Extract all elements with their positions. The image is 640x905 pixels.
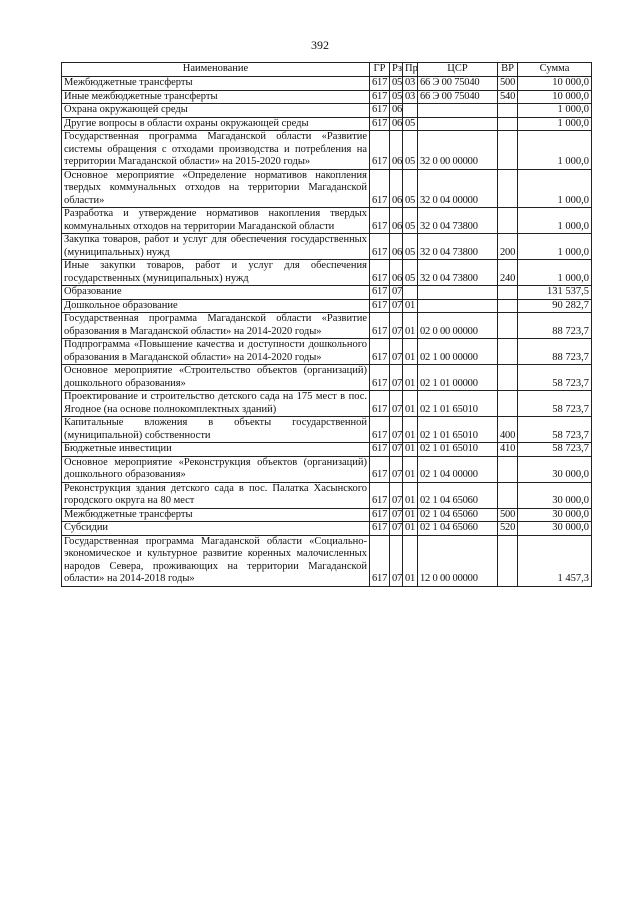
header-rz: Рз: [390, 63, 403, 77]
cell-sum: 58 723,7: [518, 391, 592, 417]
cell-rz: 06: [390, 234, 403, 260]
cell-pr: 05: [403, 131, 418, 170]
cell-name: Образование: [62, 286, 370, 300]
cell-gr: 617: [370, 77, 390, 91]
table-body: [62, 77, 592, 587]
cell-pr: 01: [403, 299, 418, 313]
table-row: [62, 104, 592, 118]
table-header-row: [62, 63, 592, 77]
cell-rz: 07: [390, 391, 403, 417]
cell-pr: 01: [403, 313, 418, 339]
cell-vr: [498, 482, 518, 508]
cell-sum: 131 537,5: [518, 286, 592, 300]
table-row: [62, 208, 592, 234]
cell-pr: 01: [403, 339, 418, 365]
table-row: [62, 482, 592, 508]
cell-rz: 07: [390, 508, 403, 522]
cell-vr: 520: [498, 522, 518, 536]
cell-rz: 07: [390, 286, 403, 300]
cell-rz: 07: [390, 456, 403, 482]
cell-vr: [498, 535, 518, 586]
cell-pr: 05: [403, 117, 418, 131]
table-row: [62, 535, 592, 586]
cell-vr: 500: [498, 508, 518, 522]
cell-sum: 90 282,7: [518, 299, 592, 313]
cell-vr: [498, 131, 518, 170]
cell-gr: 617: [370, 339, 390, 365]
cell-rz: 06: [390, 104, 403, 118]
cell-pr: 01: [403, 522, 418, 536]
cell-sum: 1 000,0: [518, 131, 592, 170]
cell-name: Межбюджетные трансферты: [62, 77, 370, 91]
cell-name: Проектирование и строительство детского сада на 175 мест в пос. Ягодное (на основе полнокомплектных зданий): [62, 391, 370, 417]
cell-sum: 58 723,7: [518, 443, 592, 457]
cell-vr: 500: [498, 77, 518, 91]
cell-csr: 02 1 04 00000: [418, 456, 498, 482]
cell-sum: 88 723,7: [518, 313, 592, 339]
cell-csr: 12 0 00 00000: [418, 535, 498, 586]
cell-name: Разработка и утверждение нормативов накопления твердых коммунальных отходов на территории Магаданской области: [62, 208, 370, 234]
table-row: [62, 417, 592, 443]
cell-rz: 07: [390, 417, 403, 443]
cell-gr: 617: [370, 417, 390, 443]
cell-gr: 617: [370, 234, 390, 260]
cell-csr: 66 Э 00 75040: [418, 77, 498, 91]
cell-pr: 05: [403, 169, 418, 208]
cell-csr: [418, 299, 498, 313]
cell-gr: 617: [370, 313, 390, 339]
cell-csr: [418, 104, 498, 118]
cell-csr: 02 1 01 65010: [418, 417, 498, 443]
cell-gr: 617: [370, 104, 390, 118]
cell-name: Государственная программа Магаданской области «Развитие образования в Магаданской области» на 2014-2020 годы»: [62, 313, 370, 339]
header-gr: ГР: [370, 63, 390, 77]
cell-name: Основное мероприятие «Строительство объектов (организаций) дошкольного образования»: [62, 365, 370, 391]
cell-name: Капитальные вложения в объекты государственной (муниципальной) собственности: [62, 417, 370, 443]
table-row: [62, 169, 592, 208]
cell-vr: 400: [498, 417, 518, 443]
cell-sum: 88 723,7: [518, 339, 592, 365]
cell-vr: [498, 339, 518, 365]
cell-pr: 01: [403, 508, 418, 522]
cell-rz: 05: [390, 77, 403, 91]
cell-rz: 05: [390, 90, 403, 104]
cell-gr: 617: [370, 508, 390, 522]
cell-name: Государственная программа Магаданской области «Социально-экономическое и культурное развитие коренных малочисленных народов Севера, проживающих на территории Магаданской области» на 2014-2018 годы»: [62, 535, 370, 586]
cell-sum: 1 457,3: [518, 535, 592, 586]
table-row: [62, 117, 592, 131]
cell-vr: 410: [498, 443, 518, 457]
cell-pr: 03: [403, 90, 418, 104]
header-sum: Сумма: [518, 63, 592, 77]
cell-csr: 02 1 04 65060: [418, 522, 498, 536]
table-row: [62, 260, 592, 286]
cell-sum: 1 000,0: [518, 234, 592, 260]
cell-name: Основное мероприятие «Реконструкция объектов (организаций) дошкольного образования»: [62, 456, 370, 482]
cell-vr: 540: [498, 90, 518, 104]
cell-name: Основное мероприятие «Определение нормативов накопления твердых коммунальных отходов на территории Магаданской области»: [62, 169, 370, 208]
cell-sum: 30 000,0: [518, 482, 592, 508]
table-row: [62, 443, 592, 457]
cell-sum: 1 000,0: [518, 117, 592, 131]
cell-pr: 01: [403, 482, 418, 508]
cell-pr: 01: [403, 417, 418, 443]
cell-name: Реконструкция здания детского сада в пос. Палатка Хасынского городского округа на 80 мест: [62, 482, 370, 508]
cell-vr: [498, 104, 518, 118]
table-row: [62, 90, 592, 104]
table-row: [62, 391, 592, 417]
cell-pr: 01: [403, 391, 418, 417]
cell-rz: 06: [390, 169, 403, 208]
cell-rz: 07: [390, 313, 403, 339]
table-row: [62, 234, 592, 260]
header-csr: ЦСР: [418, 63, 498, 77]
cell-sum: 30 000,0: [518, 456, 592, 482]
cell-sum: 10 000,0: [518, 77, 592, 91]
cell-name: Другие вопросы в области охраны окружающей среды: [62, 117, 370, 131]
cell-csr: 02 1 00 00000: [418, 339, 498, 365]
table-row: [62, 131, 592, 170]
cell-rz: 06: [390, 260, 403, 286]
cell-name: Дошкольное образование: [62, 299, 370, 313]
cell-gr: 617: [370, 131, 390, 170]
table-row: [62, 508, 592, 522]
cell-gr: 617: [370, 260, 390, 286]
cell-name: Межбюджетные трансферты: [62, 508, 370, 522]
cell-name: Бюджетные инвестиции: [62, 443, 370, 457]
cell-rz: 07: [390, 443, 403, 457]
cell-name: Охрана окружающей среды: [62, 104, 370, 118]
cell-vr: 240: [498, 260, 518, 286]
cell-pr: 01: [403, 365, 418, 391]
cell-csr: 02 1 04 65060: [418, 482, 498, 508]
cell-vr: [498, 286, 518, 300]
cell-name: Подпрограмма «Повышение качества и доступности дошкольного образования в Магаданской области» на 2014-2020 годы»: [62, 339, 370, 365]
cell-csr: 66 Э 00 75040: [418, 90, 498, 104]
cell-vr: 200: [498, 234, 518, 260]
cell-sum: 1 000,0: [518, 104, 592, 118]
table-row: [62, 77, 592, 91]
cell-rz: 07: [390, 535, 403, 586]
cell-gr: 617: [370, 391, 390, 417]
cell-vr: [498, 313, 518, 339]
table-row: [62, 286, 592, 300]
budget-table: [61, 62, 592, 587]
cell-csr: 02 0 00 00000: [418, 313, 498, 339]
cell-csr: 02 1 01 65010: [418, 391, 498, 417]
cell-name: Закупка товаров, работ и услуг для обеспечения государственных (муниципальных) нужд: [62, 234, 370, 260]
cell-gr: 617: [370, 169, 390, 208]
cell-vr: [498, 456, 518, 482]
cell-csr: 32 0 04 73800: [418, 234, 498, 260]
cell-sum: 58 723,7: [518, 417, 592, 443]
cell-sum: 30 000,0: [518, 508, 592, 522]
table-row: [62, 522, 592, 536]
cell-csr: [418, 117, 498, 131]
page-number: 392: [311, 38, 329, 52]
cell-pr: 01: [403, 535, 418, 586]
cell-rz: 06: [390, 117, 403, 131]
cell-pr: 01: [403, 443, 418, 457]
cell-csr: 02 1 04 65060: [418, 508, 498, 522]
cell-gr: 617: [370, 286, 390, 300]
cell-csr: 32 0 04 00000: [418, 169, 498, 208]
table-row: [62, 365, 592, 391]
cell-rz: 07: [390, 522, 403, 536]
cell-pr: 03: [403, 77, 418, 91]
cell-sum: 1 000,0: [518, 260, 592, 286]
cell-name: Субсидии: [62, 522, 370, 536]
cell-rz: 06: [390, 131, 403, 170]
cell-gr: 617: [370, 208, 390, 234]
cell-csr: 02 1 01 65010: [418, 443, 498, 457]
cell-name: Иные закупки товаров, работ и услуг для обеспечения государственных (муниципальных) нужд: [62, 260, 370, 286]
cell-sum: 1 000,0: [518, 169, 592, 208]
cell-sum: 58 723,7: [518, 365, 592, 391]
cell-gr: 617: [370, 90, 390, 104]
header-name: Наименование: [62, 63, 370, 77]
cell-rz: 07: [390, 339, 403, 365]
cell-vr: [498, 365, 518, 391]
cell-gr: 617: [370, 456, 390, 482]
cell-vr: [498, 117, 518, 131]
cell-vr: [498, 208, 518, 234]
cell-gr: 617: [370, 522, 390, 536]
cell-rz: 06: [390, 208, 403, 234]
cell-pr: 05: [403, 234, 418, 260]
cell-gr: 617: [370, 535, 390, 586]
cell-sum: 10 000,0: [518, 90, 592, 104]
cell-rz: 07: [390, 365, 403, 391]
header-vr: ВР: [498, 63, 518, 77]
cell-name: Иные межбюджетные трансферты: [62, 90, 370, 104]
cell-pr: 05: [403, 208, 418, 234]
cell-csr: 32 0 04 73800: [418, 260, 498, 286]
cell-pr: [403, 286, 418, 300]
cell-gr: 617: [370, 117, 390, 131]
table-row: [62, 313, 592, 339]
cell-name: Государственная программа Магаданской области «Развитие системы обращения с отходами производства и потребления на территории Магаданской области» на 2015-2020 годы»: [62, 131, 370, 170]
cell-vr: [498, 299, 518, 313]
cell-rz: 07: [390, 299, 403, 313]
cell-rz: 07: [390, 482, 403, 508]
cell-gr: 617: [370, 365, 390, 391]
cell-vr: [498, 391, 518, 417]
table-row: [62, 299, 592, 313]
cell-pr: [403, 104, 418, 118]
table-row: [62, 456, 592, 482]
cell-csr: 02 1 01 00000: [418, 365, 498, 391]
cell-csr: 32 0 04 73800: [418, 208, 498, 234]
cell-sum: 1 000,0: [518, 208, 592, 234]
cell-gr: 617: [370, 482, 390, 508]
cell-pr: 05: [403, 260, 418, 286]
cell-gr: 617: [370, 443, 390, 457]
cell-pr: 01: [403, 456, 418, 482]
header-pr: Пр: [403, 63, 418, 77]
table-row: [62, 339, 592, 365]
cell-gr: 617: [370, 299, 390, 313]
cell-csr: [418, 286, 498, 300]
cell-vr: [498, 169, 518, 208]
cell-csr: 32 0 00 00000: [418, 131, 498, 170]
cell-sum: 30 000,0: [518, 522, 592, 536]
